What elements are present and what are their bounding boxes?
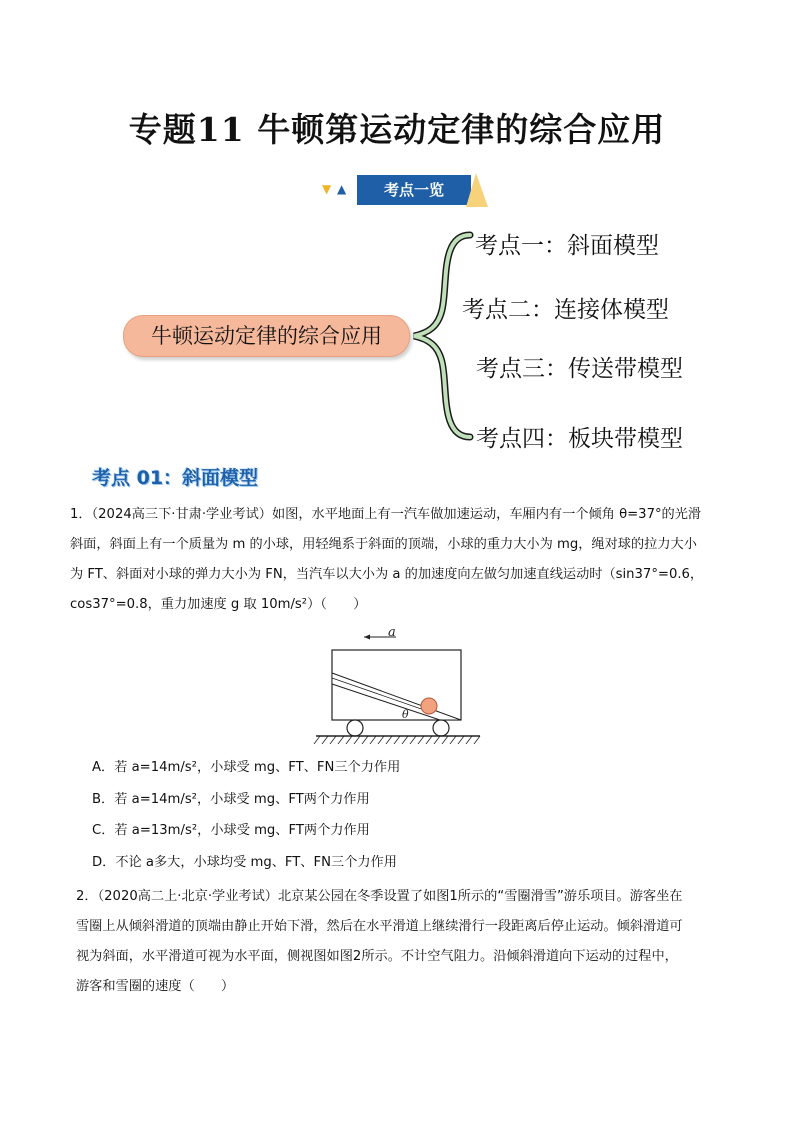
page-title: 专题11 牛顿第运动定律的综合应用 xyxy=(128,110,666,149)
acceleration-label: a xyxy=(388,625,396,640)
topic-overview-banner xyxy=(0,173,794,209)
question-2-line-1: 2．（2020高二上·北京·学业考试）北京某公园在冬季设置了如图1所示的“雪圈滑雪”游乐项目。游客坐在 xyxy=(76,889,683,904)
mind-map-branch-1: 考点一：斜面模型 xyxy=(475,233,659,259)
banner-label: 考点一览 xyxy=(357,175,471,205)
mind-map xyxy=(0,215,794,455)
question-1-line-2: 斜面，斜面上有一个质量为 m 的小球，用轻绳系于斜面的顶端，小球的重力大小为 mg，绳对球的拉力大小 xyxy=(70,537,697,552)
option-c: C．若 a=13m/s²，小球受 mg、FT两个力作用 xyxy=(92,823,370,838)
question-1-text xyxy=(70,500,730,620)
mind-map-branch-2: 考点二：连接体模型 xyxy=(462,297,669,323)
mind-map-branch-3: 考点三：传送带模型 xyxy=(476,356,683,382)
question-2-line-3: 视为斜面，水平滑道可视为水平面，侧视图如图2所示。不计空气阻力。沿倾斜滑道向下运动的过程中， xyxy=(76,949,678,964)
question-2-line-4: 游客和雪圈的速度（ ） xyxy=(76,979,235,994)
option-d: D．不论 a多大，小球均受 mg、FT、FN三个力作用 xyxy=(92,855,397,870)
incline-car-diagram xyxy=(312,624,484,748)
question-1-line-4: cos37°=0.8，重力加速度 g 取 10m/s²）（ ） xyxy=(70,597,367,612)
question-2-text xyxy=(76,882,726,1002)
mind-map-branch-4: 考点四：板块带模型 xyxy=(476,426,683,452)
section-heading: 考点 01：斜面模型 xyxy=(92,467,259,489)
angle-label: θ xyxy=(402,708,409,721)
question-2-line-2: 雪圈上从倾斜滑道的顶端由静止开始下滑，然后在水平滑道上继续滑行一段距离后停止运动。倾斜滑道可 xyxy=(76,919,683,934)
triangle-down-icon: ▼ xyxy=(322,182,332,196)
option-a: A．若 a=14m/s²，小球受 mg、FT、FN三个力作用 xyxy=(92,760,401,775)
triangle-up-icon: ▲ xyxy=(337,182,347,196)
question-1-line-1: 1．（2024高三下·甘肃·学业考试）如图，水平地面上有一汽车做加速运动，车厢内有一个倾角 θ=37°的光滑 xyxy=(70,507,702,522)
banner-wedge-decoration xyxy=(466,173,488,207)
option-b: B．若 a=14m/s²，小球受 mg、FT两个力作用 xyxy=(92,792,370,807)
mind-map-root: 牛顿运动定律的综合应用 xyxy=(123,315,410,357)
question-1-line-3: 为 FT、斜面对小球的弹力大小为 FN，当汽车以大小为 a 的加速度向左做匀加速直线运动时（sin37°=0.6， xyxy=(70,567,704,582)
